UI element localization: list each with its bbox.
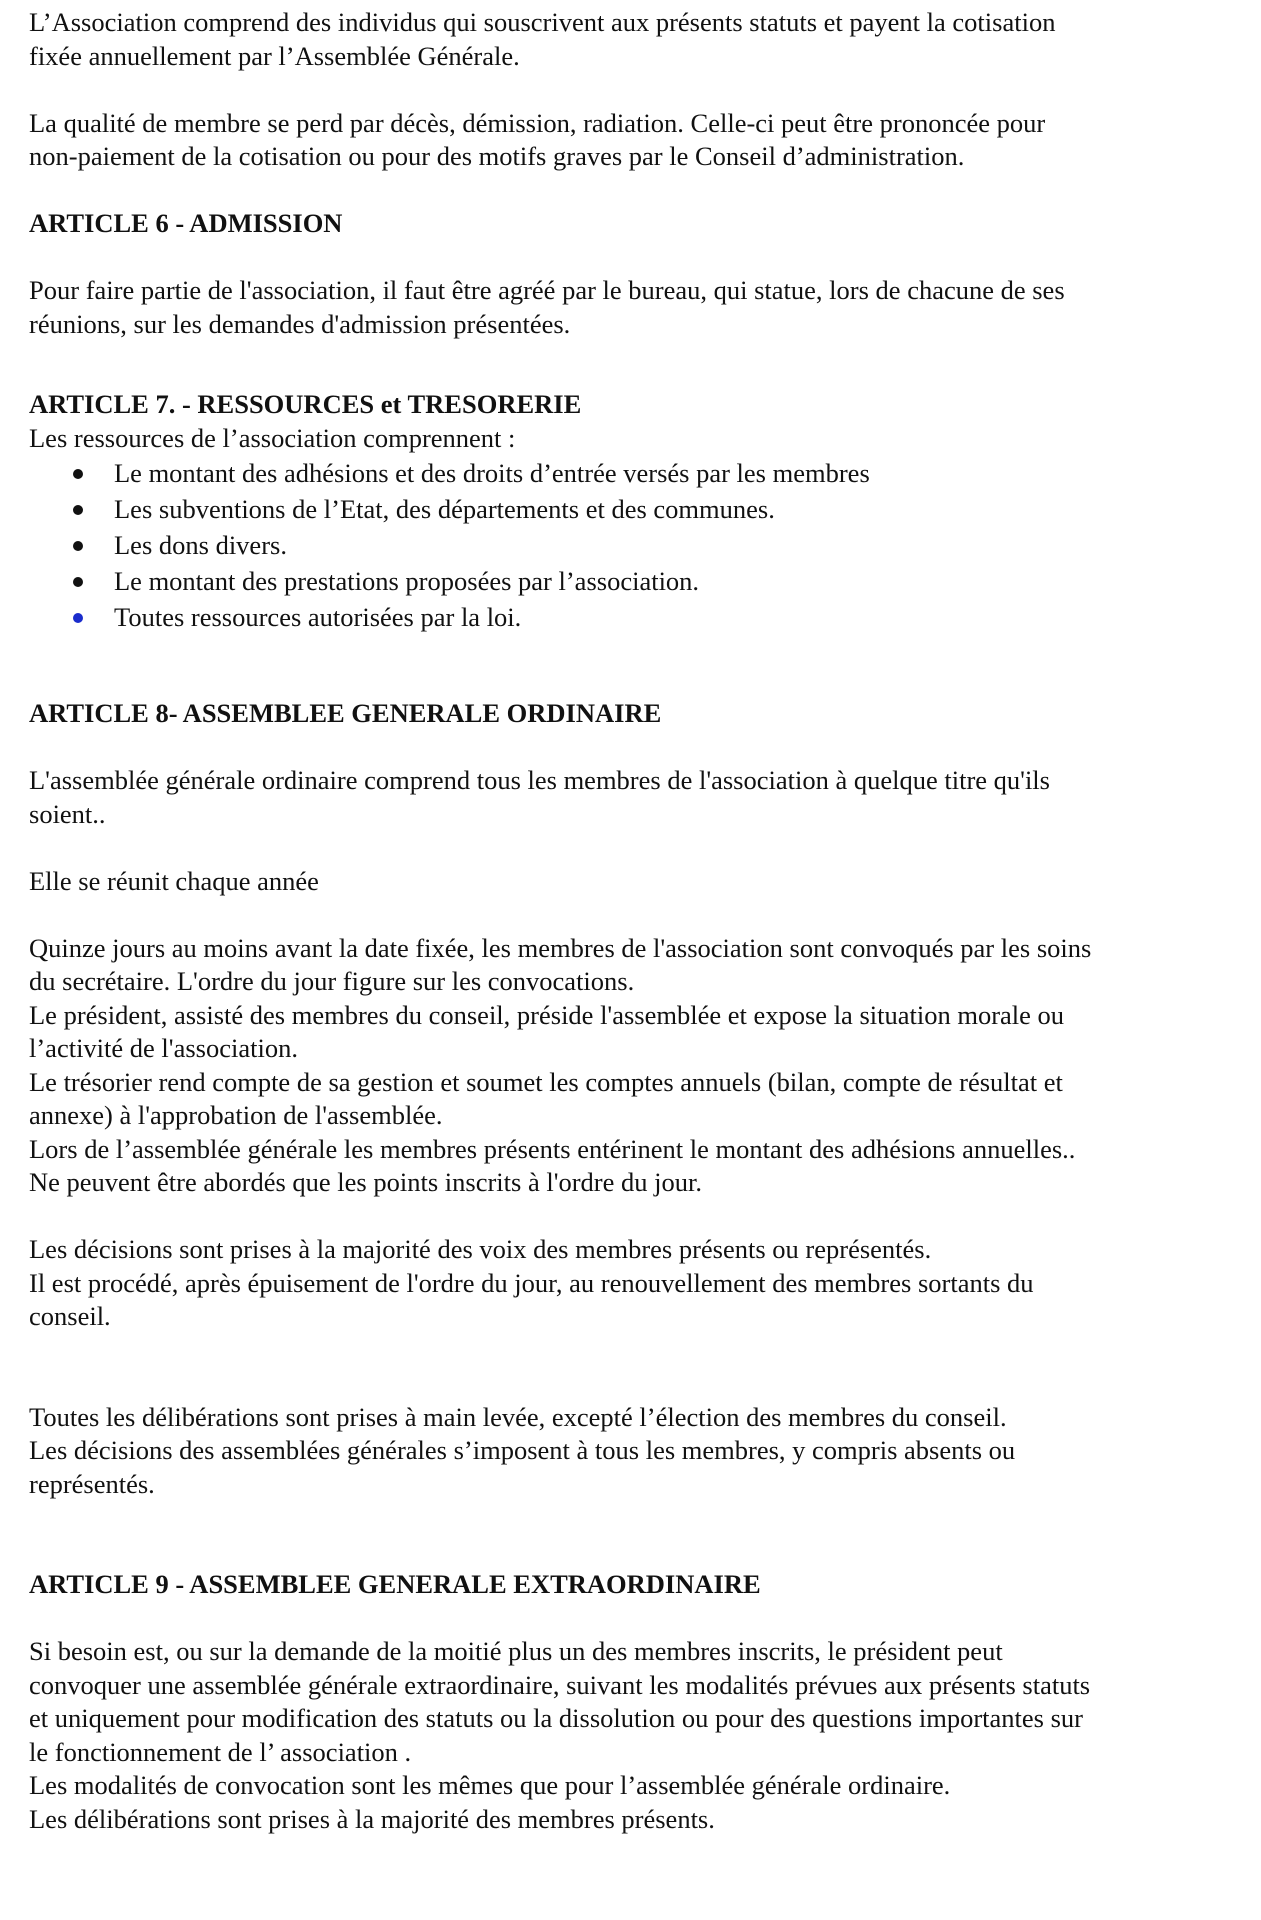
article-9-line-4: le fonctionnement de l’ association . [29, 1736, 412, 1767]
bullet-icon [73, 505, 83, 515]
intro-paragraph [29, 6, 1229, 73]
article-6-paragraph [29, 274, 1229, 341]
membership-loss-paragraph [29, 107, 1229, 174]
list-item-text: Le montant des adhésions et des droits d’entrée versés par les membres [114, 458, 870, 488]
article-9-heading: ARTICLE 9 - ASSEMBLEE GENERALE EXTRAORDINAIRE [29, 1569, 761, 1599]
bullet-icon [73, 541, 83, 551]
list-item [29, 599, 1229, 635]
article-8-p3-line-1: Quinze jours au moins avant la date fixée, les membres de l'association sont convoqués par les soins [29, 932, 1092, 963]
article-8-p3-line-4: l’activité de l'association. [29, 1033, 298, 1063]
article-8-p5-line-3: représentés. [29, 1468, 155, 1499]
bullet-icon [73, 577, 83, 587]
article-9-line-3: et uniquement pour modification des statuts ou la dissolution ou pour des questions importantes sur [29, 1703, 1083, 1733]
article-7-intro: Les ressources de l’association comprennent : [29, 422, 516, 453]
list-item-text: Les subventions de l’Etat, des départements et des communes. [114, 494, 775, 524]
article-8-paragraph-1 [29, 764, 1229, 831]
article-8-paragraph-3 [29, 932, 1229, 1200]
article-8-p3-line-5: Le trésorier rend compte de sa gestion et soumet les comptes annuels (bilan, compte de résultat et [29, 1066, 1063, 1097]
article-9-paragraph [29, 1635, 1229, 1836]
intro-line-1: L’Association comprend des individus qui souscrivent aux présents statuts et payent la cotisation [29, 7, 1056, 37]
article-8-p3-line-3: Le président, assisté des membres du conseil, préside l'assemblée et expose la situation morale ou [29, 999, 1065, 1030]
list-item-text: Le montant des prestations proposées par l’association. [114, 566, 700, 596]
article-8-p3-line-6: annexe) à l'approbation de l'assemblée. [29, 1100, 443, 1130]
article-8-p5-line-1: Toutes les délibérations sont prises à main levée, excepté l’élection des membres du conseil. [29, 1401, 1007, 1432]
article-8-p4-line-3: conseil. [29, 1301, 111, 1331]
membership-loss-line-2: non-paiement de la cotisation ou pour des motifs graves par le Conseil d’administration. [29, 141, 965, 171]
article-8-paragraph-2: Elle se réunit chaque année [29, 865, 319, 896]
list-item [29, 491, 1229, 527]
article-9-line-2: convoquer une assemblée générale extraordinaire, suivant les modalités prévues aux présents statuts [29, 1669, 1091, 1700]
resources-list [29, 455, 1229, 635]
bullet-icon [73, 613, 83, 623]
article-8-p4-line-2: Il est procédé, après épuisement de l'ordre du jour, au renouvellement des membres sortants du [29, 1267, 1034, 1298]
article-8-p3-line-8: Ne peuvent être abordés que les points inscrits à l'ordre du jour. [29, 1167, 702, 1197]
list-item [29, 527, 1229, 563]
article-8-paragraph-4 [29, 1233, 1229, 1334]
article-8-heading: ARTICLE 8- ASSEMBLEE GENERALE ORDINAIRE [29, 698, 662, 728]
intro-line-2: fixée annuellement par l’Assemblée Générale. [29, 40, 520, 71]
article-8-paragraph-5 [29, 1401, 1229, 1502]
article-9-line-5: Les modalités de convocation sont les mêmes que pour l’assemblée générale ordinaire. [29, 1770, 951, 1800]
list-item [29, 455, 1229, 491]
document-page [29, 6, 1229, 1836]
article-9-line-6: Les délibérations sont prises à la majorité des membres présents. [29, 1803, 715, 1834]
article-9-line-1: Si besoin est, ou sur la demande de la moitié plus un des membres inscrits, le président peut [29, 1636, 1003, 1666]
article-6-line-1: Pour faire partie de l'association, il faut être agréé par le bureau, qui statue, lors de chacune de ses [29, 275, 1065, 305]
membership-loss-line-1: La qualité de membre se perd par décès, démission, radiation. Celle-ci peut être prononcée pour [29, 107, 1046, 138]
article-7-heading: ARTICLE 7. - RESSOURCES et TRESORERIE [29, 389, 582, 419]
list-item-text: Les dons divers. [114, 530, 287, 560]
article-8-p1-line-2: soient.. [29, 798, 106, 829]
list-item [29, 563, 1229, 599]
bullet-icon [73, 469, 83, 479]
article-8-p5-line-2: Les décisions des assemblées générales s’imposent à tous les membres, y compris absents ou [29, 1435, 1016, 1465]
article-8-p3-line-7: Lors de l’assemblée générale les membres présents entérinent le montant des adhésions annuelles.. [29, 1133, 1076, 1164]
article-8-p3-line-2: du secrétaire. L'ordre du jour figure sur les convocations. [29, 966, 635, 996]
article-6-heading: ARTICLE 6 - ADMISSION [29, 208, 343, 238]
article-8-p4-line-1: Les décisions sont prises à la majorité des voix des membres présents ou représentés. [29, 1234, 932, 1264]
article-8-p1-line-1: L'assemblée générale ordinaire comprend tous les membres de l'association à quelque titre qu'ils [29, 765, 1050, 795]
article-6-line-2: réunions, sur les demandes d'admission présentées. [29, 308, 571, 339]
list-item-text: Toutes ressources autorisées par la loi. [114, 602, 522, 632]
